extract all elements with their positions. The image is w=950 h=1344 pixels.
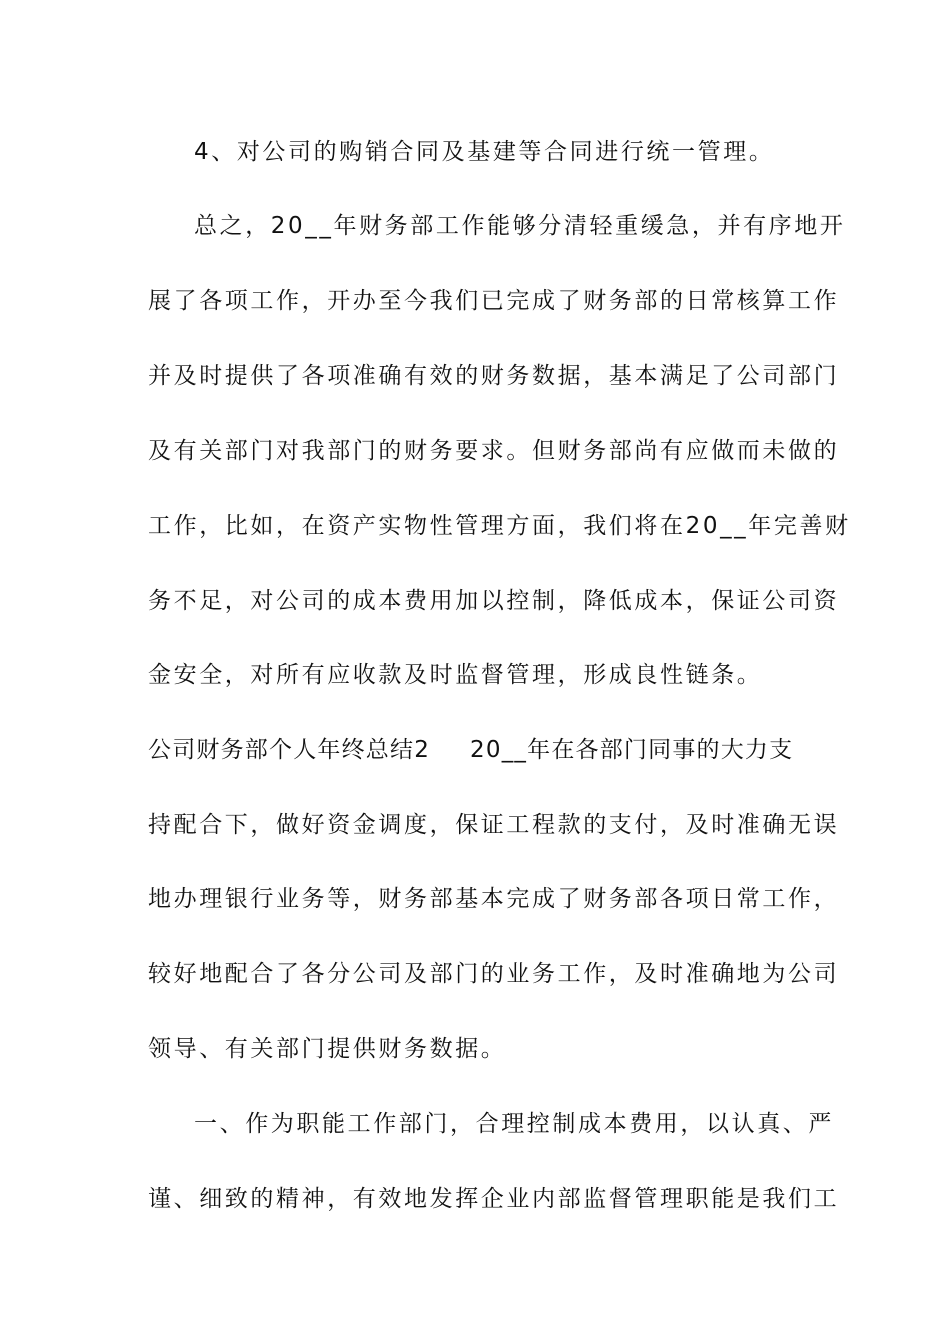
paragraph-line: 并及时提供了各项准确有效的财务数据，基本满足了公司部门 bbox=[148, 363, 840, 389]
paragraph-line: 较好地配合了各分公司及部门的业务工作，及时准确地为公司 bbox=[148, 961, 840, 987]
section-first-line: 20__年在各部门同事的大力支 bbox=[470, 737, 794, 763]
paragraph-line: 展了各项工作，开办至今我们已完成了财务部的日常核算工作 bbox=[148, 288, 840, 314]
paragraph-line: 4、对公司的购销合同及基建等合同进行统一管理。 bbox=[194, 139, 775, 165]
paragraph-line: 一、作为职能工作部门，合理控制成本费用，以认真、严 bbox=[194, 1111, 834, 1137]
paragraph-line: 及有关部门对我部门的财务要求。但财务部尚有应做而未做的 bbox=[148, 438, 840, 464]
section-title: 公司财务部个人年终总结2 bbox=[148, 737, 431, 763]
paragraph-line: 工作，比如，在资产实物性管理方面，我们将在20__年完善财 bbox=[148, 513, 851, 539]
paragraph-line: 持配合下，做好资金调度，保证工程款的支付，及时准确无误 bbox=[148, 812, 840, 838]
paragraph-line: 总之，20__年财务部工作能够分清轻重缓急，并有序地开 bbox=[194, 213, 846, 239]
paragraph-line: 谨、细致的精神，有效地发挥企业内部监督管理职能是我们工 bbox=[148, 1186, 840, 1212]
section-heading-line bbox=[148, 735, 808, 765]
paragraph-line: 务不足，对公司的成本费用加以控制，降低成本，保证公司资 bbox=[148, 588, 840, 614]
paragraph-line: 领导、有关部门提供财务数据。 bbox=[148, 1036, 507, 1062]
paragraph-line: 地办理银行业务等，财务部基本完成了财务部各项日常工作， bbox=[148, 886, 840, 912]
paragraph-line: 金安全，对所有应收款及时监督管理，形成良性链条。 bbox=[148, 662, 763, 688]
